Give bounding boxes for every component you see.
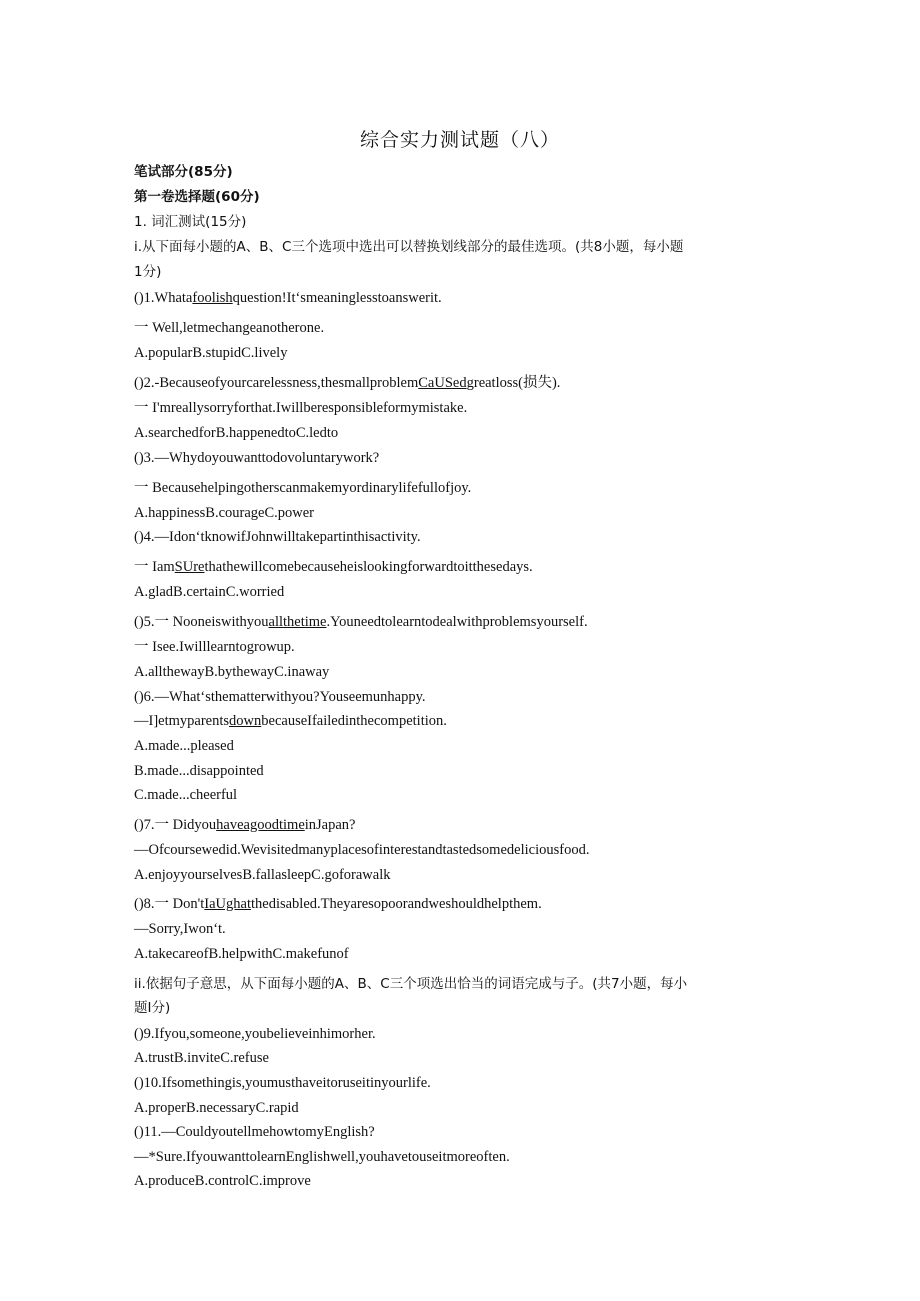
question-11-response: —*Sure.IfyouwanttolearnEnglishwell,youhavetouseitmoreoften. xyxy=(134,1149,510,1165)
question-8-options: A.takecareofB.helpwithC.makefunof xyxy=(134,946,349,962)
question-7-options: A.enjoyyourselvesB.fallasleepC.goforawalk xyxy=(134,867,391,883)
question-4-response: 一 IamSUrethathewillcomebecauseheislookingforwardtoitthesedays. xyxy=(134,559,533,575)
question-6-option-b: B.made...disappointed xyxy=(134,763,264,779)
vocabulary-heading: 1. 词汇测试(15分) xyxy=(134,214,247,230)
question-1-options: A.popularB.stupidC.lively xyxy=(134,345,288,361)
question-5-response: 一 Isee.Iwilllearntogrowup. xyxy=(134,639,295,655)
question-7: ()7.一 DidyouhaveagoodtimeinJapan? xyxy=(134,817,356,833)
question-10: ()10.Ifsomethingis,youmusthaveitoruseitinyourlife. xyxy=(134,1075,431,1091)
underlined-word: SUre xyxy=(174,559,205,575)
question-2-response: 一 I'mreallysorryforthat.Iwillberesponsibleformymistake. xyxy=(134,400,468,416)
section-i-instruction-cont: 1分) xyxy=(134,264,162,280)
underlined-word: IaUghat xyxy=(204,896,251,912)
question-3-options: A.happinessB.courageC.power xyxy=(134,505,314,521)
question-2: ()2.-Becauseofyourcarelessness,thesmallproblemCaUSedgreatloss(损失). xyxy=(134,375,561,391)
question-3-response: 一 Becausehelpingotherscanmakemyordinarylifefullofjoy. xyxy=(134,480,472,496)
underlined-word: allthetime xyxy=(268,614,327,630)
volume-one-heading: 第一卷选择题(60分) xyxy=(134,189,260,205)
question-5: ()5.一 Nooneiswithyouallthetime.Youneedtolearntodealwithproblemsyourself. xyxy=(134,614,588,630)
question-11: ()11.—CouldyoutellmehowtomyEnglish? xyxy=(134,1124,375,1140)
question-4-options: A.gladB.certainC.worried xyxy=(134,584,285,600)
question-8-response: —Sorry,Iwon‘t. xyxy=(134,921,226,937)
question-1-response: 一 Well,letmechangeanotherone. xyxy=(134,320,325,336)
underlined-word: foolish xyxy=(192,290,233,306)
written-part-heading: 笔试部分(85分) xyxy=(134,164,233,180)
question-8: ()8.一 Don'tIaUghatthedisabled.Theyaresopoorandweshouldhelpthem. xyxy=(134,896,542,912)
question-9-options: A.trustB.inviteC.refuse xyxy=(134,1050,269,1066)
question-6-option-c: C.made...cheerful xyxy=(134,787,238,803)
question-2-options: A.searchedforB.happenedtoC.ledto xyxy=(134,425,339,441)
question-3: ()3.—Whydoyouwanttodovoluntarywork? xyxy=(134,450,380,466)
question-7-response: —Ofcoursewedid.Wevisitedmanyplacesofinterestandtastedsomedeliciousfood. xyxy=(134,842,590,858)
question-1: ()1.Whatafoolishquestion!It‘smeaninglesstoanswerit. xyxy=(134,290,442,306)
section-ii-instruction-cont: 题I分) xyxy=(134,1000,171,1016)
underlined-word: CaUSed xyxy=(418,375,467,391)
underlined-word: haveagoodtime xyxy=(216,817,305,833)
question-4: ()4.—Idon‘tknowifJohnwilltakepartinthisactivity. xyxy=(134,529,421,545)
question-11-options: A.produceB.controlC.improve xyxy=(134,1173,311,1189)
question-6-option-a: A.made...pleased xyxy=(134,738,234,754)
page-title: 综合实力测试题（八） xyxy=(359,129,560,151)
section-ii-instruction: ii.依据句子意思，从下面每小题的A、B、C三个项选出恰当的词语完成与子。(共7小题，每小 xyxy=(134,976,688,992)
question-6-response: —I]etmyparentsdownbecauseIfailedinthecompetition. xyxy=(134,713,447,729)
question-5-options: A.allthewayB.bythewayC.inaway xyxy=(134,664,330,680)
section-i-instruction: i.从下面每小题的A、B、C三个选项中选出可以替换划线部分的最佳选项。(共8小题，每小题 xyxy=(134,239,684,255)
question-10-options: A.properB.necessaryC.rapid xyxy=(134,1100,299,1116)
underlined-word: down xyxy=(229,713,262,729)
question-9: ()9.Ifyou,someone,youbelieveinhimorher. xyxy=(134,1026,376,1042)
question-6: ()6.—What‘sthematterwithyou?Youseemunhappy. xyxy=(134,689,426,705)
